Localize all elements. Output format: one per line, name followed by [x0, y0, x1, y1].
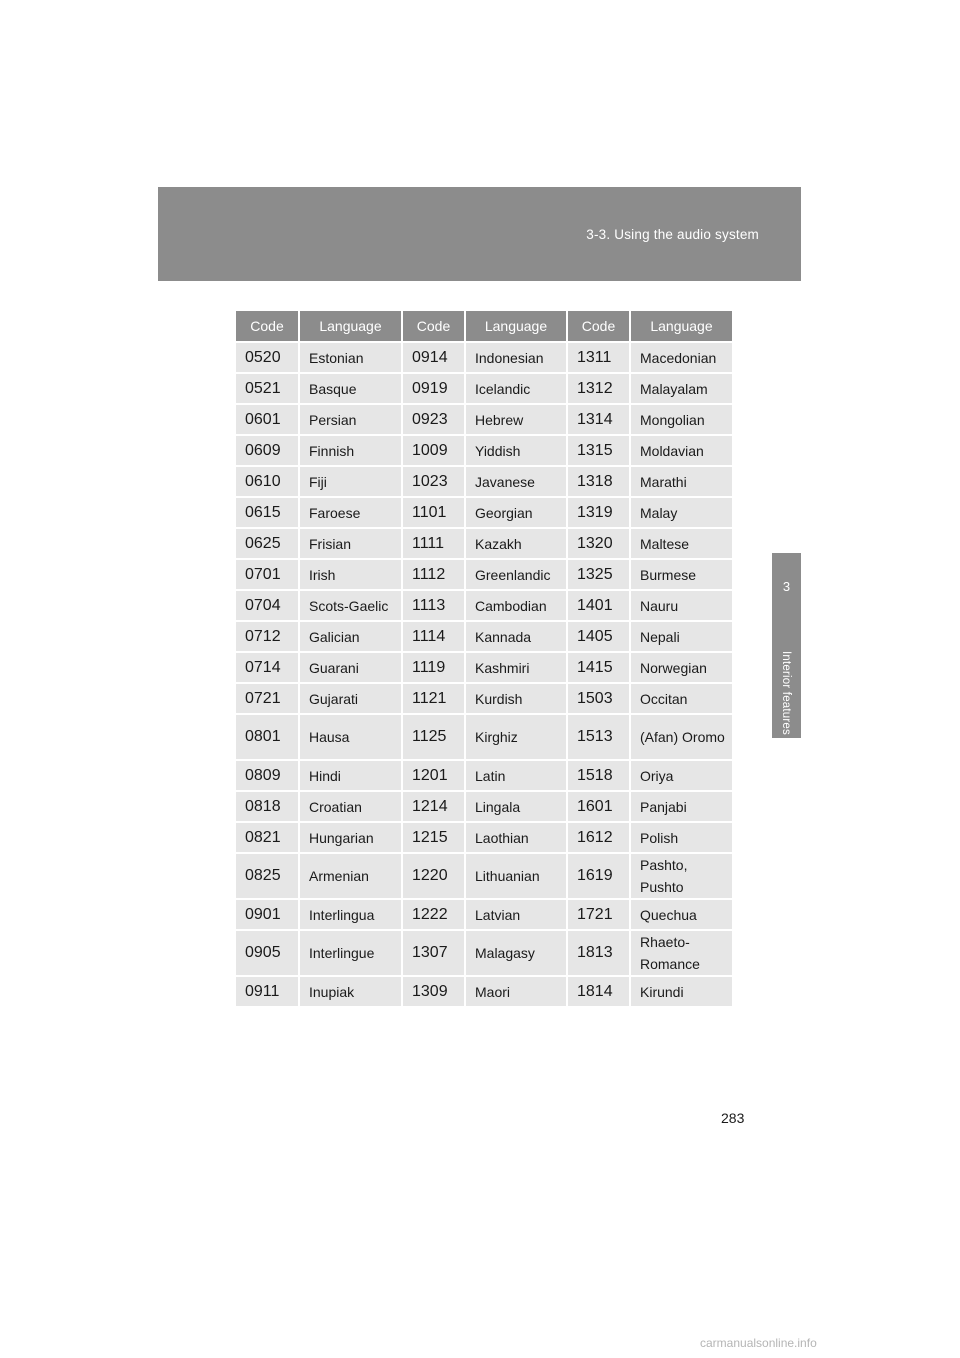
language-code-cell: 1307: [402, 930, 465, 976]
language-name-cell: Latvian: [465, 899, 567, 930]
language-name-cell: Armenian: [299, 853, 402, 899]
language-name-cell: Malay: [630, 497, 732, 528]
language-code-cell: 1503: [567, 683, 630, 714]
table-row: [236, 976, 732, 1006]
language-name-cell: Greenlandic: [465, 559, 567, 590]
language-code-cell: 1320: [567, 528, 630, 559]
language-code-cell: 1220: [402, 853, 465, 899]
language-name-cell: Laothian: [465, 822, 567, 853]
language-name-cell: Mongolian: [630, 404, 732, 435]
language-code-cell: 1125: [402, 714, 465, 760]
language-name-cell: Hebrew: [465, 404, 567, 435]
table-row: [236, 791, 732, 822]
language-name-cell: Oriya: [630, 760, 732, 791]
language-code-cell: 0911: [236, 976, 299, 1006]
language-name-cell: Marathi: [630, 466, 732, 497]
language-name-cell: Quechua: [630, 899, 732, 930]
language-code-cell: 1309: [402, 976, 465, 1006]
language-code-cell: 1814: [567, 976, 630, 1006]
language-code-cell: 0825: [236, 853, 299, 899]
table-row: [236, 714, 732, 760]
language-name-cell: (Afan) Oromo: [630, 714, 732, 760]
language-code-cell: 0609: [236, 435, 299, 466]
header-band: [158, 187, 801, 281]
language-name-cell: Lithuanian: [465, 853, 567, 899]
language-name-cell: Icelandic: [465, 373, 567, 404]
language-code-cell: 1813: [567, 930, 630, 976]
table-row: [236, 590, 732, 621]
language-name-cell: Burmese: [630, 559, 732, 590]
language-name-cell: Interlingua: [299, 899, 402, 930]
language-code-cell: 1215: [402, 822, 465, 853]
language-code-cell: 0809: [236, 760, 299, 791]
language-name-cell: Hungarian: [299, 822, 402, 853]
language-code-cell: 1114: [402, 621, 465, 652]
language-code-cell: 1612: [567, 822, 630, 853]
language-code-cell: 1119: [402, 652, 465, 683]
language-code-cell: 1009: [402, 435, 465, 466]
table-row: [236, 559, 732, 590]
language-code-cell: 0520: [236, 342, 299, 373]
language-name-cell: Gujarati: [299, 683, 402, 714]
language-code-cell: 0712: [236, 621, 299, 652]
language-name-cell: Lingala: [465, 791, 567, 822]
column-header-language: Language: [465, 311, 567, 342]
language-name-cell: Pashto, Pushto: [630, 853, 732, 899]
language-name-cell: Kannada: [465, 621, 567, 652]
language-code-cell: 0919: [402, 373, 465, 404]
language-name-cell: Hindi: [299, 760, 402, 791]
table-row: [236, 466, 732, 497]
language-name-cell: Javanese: [465, 466, 567, 497]
language-name-cell: Inupiak: [299, 976, 402, 1006]
language-code-cell: 1405: [567, 621, 630, 652]
language-name-cell: Persian: [299, 404, 402, 435]
language-name-cell: Finnish: [299, 435, 402, 466]
language-code-cell: 0818: [236, 791, 299, 822]
table-row: [236, 822, 732, 853]
language-code-cell: 1314: [567, 404, 630, 435]
language-code-cell: 0923: [402, 404, 465, 435]
language-name-cell: Rhaeto- Romance: [630, 930, 732, 976]
language-name-cell: Irish: [299, 559, 402, 590]
language-code-cell: 0625: [236, 528, 299, 559]
table-row: [236, 621, 732, 652]
section-title: 3-3. Using the audio system: [586, 227, 759, 242]
language-name-cell: Estonian: [299, 342, 402, 373]
language-code-cell: 0901: [236, 899, 299, 930]
language-name-cell: Indonesian: [465, 342, 567, 373]
table-header-row: [236, 311, 732, 342]
language-code-cell: 0601: [236, 404, 299, 435]
language-name-cell: Basque: [299, 373, 402, 404]
language-code-cell: 0701: [236, 559, 299, 590]
language-code-cell: 1201: [402, 760, 465, 791]
chapter-number: 3: [782, 579, 791, 594]
language-code-cell: 1601: [567, 791, 630, 822]
language-code-cell: 1111: [402, 528, 465, 559]
language-code-cell: 0801: [236, 714, 299, 760]
language-name-cell: Maltese: [630, 528, 732, 559]
language-name-cell: Moldavian: [630, 435, 732, 466]
language-code-cell: 1311: [567, 342, 630, 373]
language-code-cell: 1513: [567, 714, 630, 760]
language-name-cell: Malagasy: [465, 930, 567, 976]
column-header-code: Code: [402, 311, 465, 342]
table-row: [236, 683, 732, 714]
language-code-cell: 1319: [567, 497, 630, 528]
language-code-cell: 0521: [236, 373, 299, 404]
language-code-cell: 1619: [567, 853, 630, 899]
column-header-code: Code: [567, 311, 630, 342]
language-name-cell: Cambodian: [465, 590, 567, 621]
language-code-cell: 0704: [236, 590, 299, 621]
language-code-cell: 1023: [402, 466, 465, 497]
language-name-cell: Macedonian: [630, 342, 732, 373]
chapter-side-tab: [772, 553, 801, 738]
language-code-cell: 0615: [236, 497, 299, 528]
table-row: [236, 404, 732, 435]
language-name-cell: Malayalam: [630, 373, 732, 404]
language-code-cell: 0914: [402, 342, 465, 373]
watermark: carmanualsonline.info: [700, 1336, 817, 1350]
language-code-cell: 1401: [567, 590, 630, 621]
language-code-cell: 1222: [402, 899, 465, 930]
language-code-cell: 1318: [567, 466, 630, 497]
language-name-cell: Occitan: [630, 683, 732, 714]
language-code-cell: 0905: [236, 930, 299, 976]
language-name-cell: Croatian: [299, 791, 402, 822]
language-name-cell: Polish: [630, 822, 732, 853]
table-row: [236, 342, 732, 373]
column-header-code: Code: [236, 311, 299, 342]
table-row: [236, 528, 732, 559]
table-row: [236, 760, 732, 791]
language-name-cell: Faroese: [299, 497, 402, 528]
language-name-cell: Hausa: [299, 714, 402, 760]
language-name-cell: Nauru: [630, 590, 732, 621]
language-code-cell: 1315: [567, 435, 630, 466]
language-name-cell: Frisian: [299, 528, 402, 559]
language-name-cell: Kashmiri: [465, 652, 567, 683]
language-code-cell: 1325: [567, 559, 630, 590]
table-row: [236, 899, 732, 930]
table-row: [236, 853, 732, 899]
language-name-cell: Kirghiz: [465, 714, 567, 760]
language-name-cell: Yiddish: [465, 435, 567, 466]
language-name-cell: Galician: [299, 621, 402, 652]
language-name-cell: Kurdish: [465, 683, 567, 714]
language-code-cell: 1518: [567, 760, 630, 791]
language-code-cell: 1101: [402, 497, 465, 528]
language-name-cell: Panjabi: [630, 791, 732, 822]
language-name-cell: Scots-Gaelic: [299, 590, 402, 621]
language-name-cell: Norwegian: [630, 652, 732, 683]
table-row: [236, 930, 732, 976]
language-name-cell: Georgian: [465, 497, 567, 528]
language-code-cell: 0714: [236, 652, 299, 683]
column-header-language: Language: [630, 311, 732, 342]
language-code-cell: 1113: [402, 590, 465, 621]
language-name-cell: Kazakh: [465, 528, 567, 559]
language-code-cell: 1121: [402, 683, 465, 714]
language-name-cell: Nepali: [630, 621, 732, 652]
language-code-cell: 1312: [567, 373, 630, 404]
language-name-cell: Latin: [465, 760, 567, 791]
language-name-cell: Kirundi: [630, 976, 732, 1006]
language-code-cell: 0610: [236, 466, 299, 497]
language-code-cell: 1112: [402, 559, 465, 590]
language-name-cell: Fiji: [299, 466, 402, 497]
language-code-cell: 0821: [236, 822, 299, 853]
language-code-cell: 1214: [402, 791, 465, 822]
language-code-table: [236, 311, 732, 1006]
language-code-cell: 1415: [567, 652, 630, 683]
language-name-cell: Maori: [465, 976, 567, 1006]
table-row: [236, 497, 732, 528]
chapter-label: Interior features: [780, 651, 792, 735]
table-row: [236, 373, 732, 404]
language-code-cell: 0721: [236, 683, 299, 714]
column-header-language: Language: [299, 311, 402, 342]
language-name-cell: Guarani: [299, 652, 402, 683]
table-row: [236, 435, 732, 466]
table-row: [236, 652, 732, 683]
language-code-cell: 1721: [567, 899, 630, 930]
page-number: 283: [721, 1110, 745, 1126]
language-name-cell: Interlingue: [299, 930, 402, 976]
